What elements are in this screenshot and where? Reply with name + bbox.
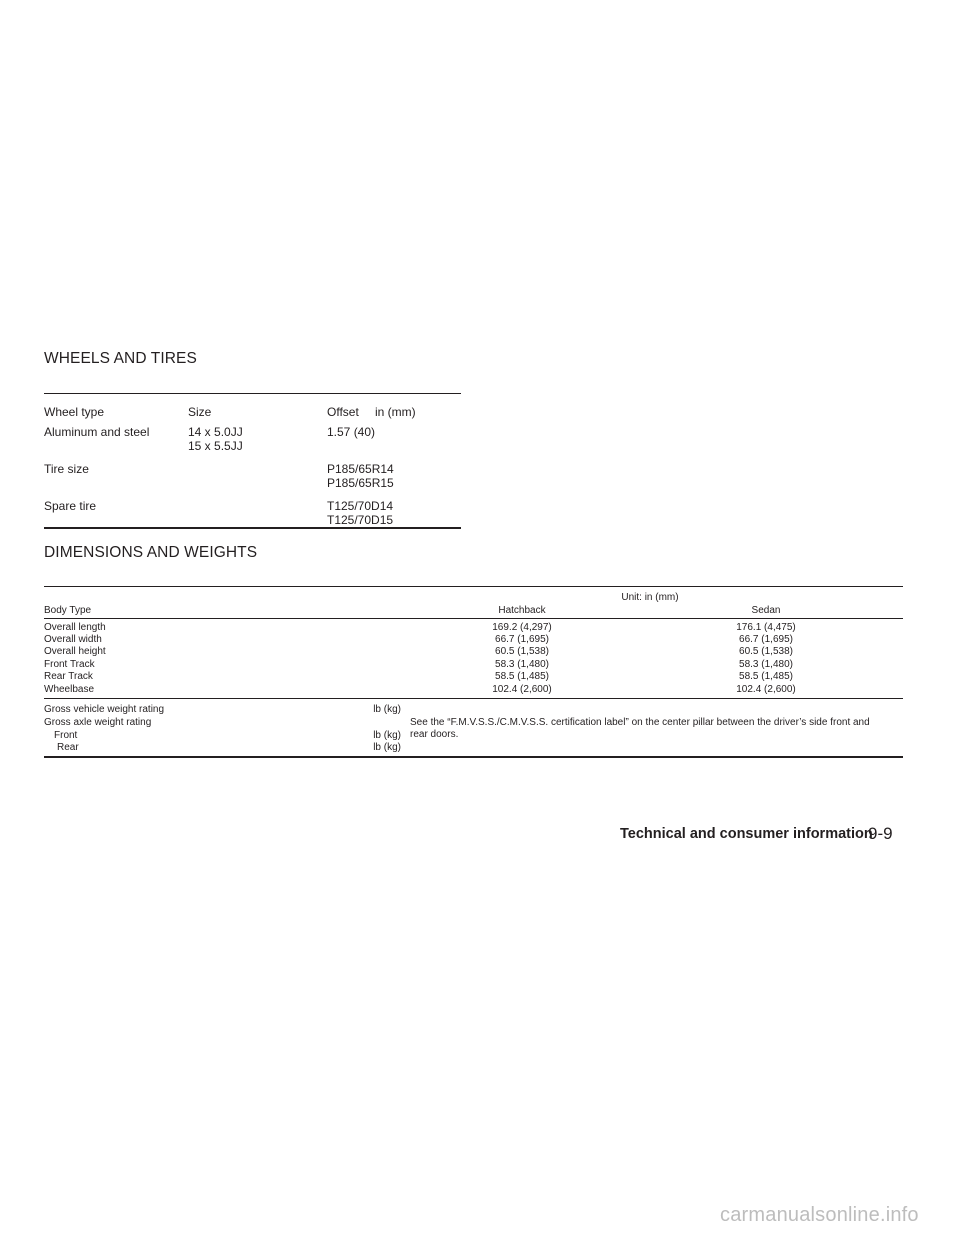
table-row-sedan: 60.5 (1,538) — [739, 646, 793, 657]
header-body-type: Body Type — [44, 605, 92, 616]
table-row-hatchback: 169.2 (4,297) — [492, 622, 552, 633]
spare-tire-14: T125/70D14 — [327, 499, 394, 513]
table-row-sedan: 58.5 (1,485) — [739, 671, 793, 682]
footer-page-number: 9-9 — [868, 824, 893, 843]
wheel-offset-value: 1.57 (40) — [327, 425, 376, 439]
table-row-sedan: 58.3 (1,480) — [739, 659, 793, 670]
dimensions-title: DIMENSIONS AND WEIGHTS — [44, 544, 258, 561]
wheel-size-14: 14 x 5.0JJ — [188, 425, 243, 439]
rear-axle-unit: lb (kg) — [373, 742, 401, 753]
header-unit: in (mm) — [375, 405, 416, 419]
table-row-label: Rear Track — [44, 671, 93, 682]
wheels-table-top-rule — [44, 393, 461, 394]
table-row-hatchback: 58.3 (1,480) — [495, 659, 549, 670]
certification-note-line2: rear doors. — [410, 729, 459, 740]
table-row-hatchback: 102.4 (2,600) — [492, 684, 552, 695]
header-size: Size — [188, 405, 212, 419]
table-row-label: Overall height — [44, 646, 106, 657]
header-sedan: Sedan — [751, 605, 781, 616]
footer-section-title: Technical and consumer information — [620, 826, 873, 842]
table-row-sedan: 176.1 (4,475) — [736, 622, 796, 633]
table-row-label: Front Track — [44, 659, 95, 670]
table-row-label: Wheelbase — [44, 684, 95, 695]
front-axle-unit: lb (kg) — [373, 730, 401, 741]
dimensions-weights-rule — [44, 698, 903, 699]
header-wheel-type: Wheel type — [44, 405, 105, 419]
unit-label: Unit: in (mm) — [621, 592, 679, 603]
wheels-title: WHEELS AND TIRES — [44, 350, 197, 367]
gross-axle-weight-label: Gross axle weight rating — [44, 717, 152, 728]
table-row-label: Overall width — [44, 634, 102, 645]
wheel-type-value: Aluminum and steel — [44, 425, 150, 439]
dimensions-table-top-rule — [44, 586, 903, 587]
table-row-sedan: 66.7 (1,695) — [739, 634, 793, 645]
table-row-hatchback: 66.7 (1,695) — [495, 634, 549, 645]
dimensions-header-rule — [44, 618, 903, 619]
tire-size-15: P185/65R15 — [327, 476, 394, 490]
header-offset: Offset — [327, 405, 359, 419]
gross-vehicle-weight-label: Gross vehicle weight rating — [44, 704, 165, 715]
rear-axle-label: Rear — [57, 742, 79, 753]
dimensions-table-bottom-rule — [44, 756, 903, 758]
watermark: carmanualsonline.info — [720, 1204, 919, 1226]
spare-tire-15: T125/70D15 — [327, 513, 394, 527]
table-row-label: Overall length — [44, 622, 106, 633]
front-axle-label: Front — [54, 730, 78, 741]
table-row-hatchback: 58.5 (1,485) — [495, 671, 549, 682]
header-hatchback: Hatchback — [498, 605, 546, 616]
certification-note-line1: See the “F.M.V.S.S./C.M.V.S.S. certification label” on the center pillar between the driver’s side front and — [410, 717, 870, 728]
table-row-hatchback: 60.5 (1,538) — [495, 646, 549, 657]
wheel-size-15: 15 x 5.5JJ — [188, 439, 243, 453]
wheels-table-bottom-rule — [44, 527, 461, 529]
spare-tire-label: Spare tire — [44, 499, 97, 513]
tire-size-14: P185/65R14 — [327, 462, 394, 476]
gross-vehicle-weight-unit: lb (kg) — [373, 704, 401, 715]
table-row-sedan: 102.4 (2,600) — [736, 684, 796, 695]
tire-size-label: Tire size — [44, 462, 89, 476]
